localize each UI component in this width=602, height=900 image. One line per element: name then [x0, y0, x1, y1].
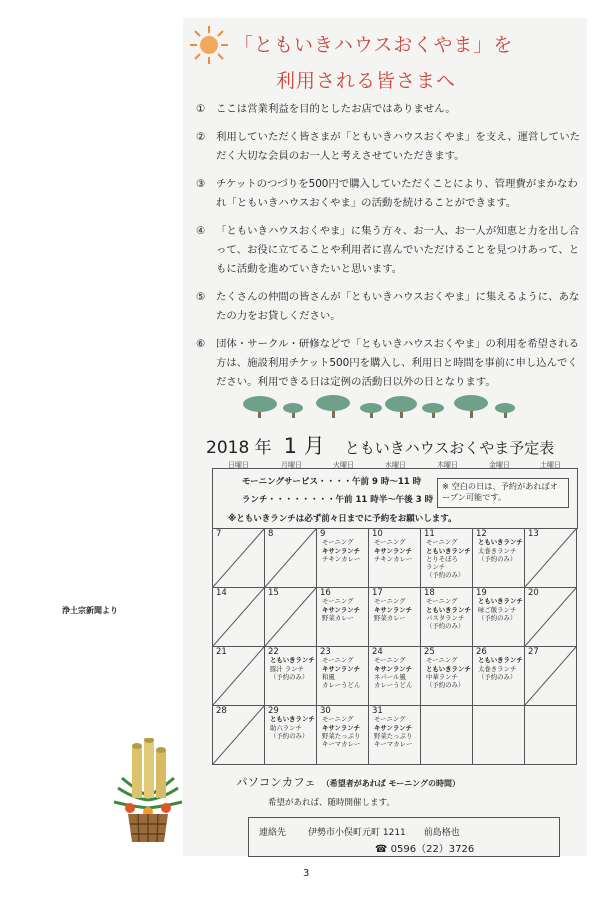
day-number: 23: [320, 647, 331, 657]
flyer-title-line1: 「ともいきハウスおくやま」を: [234, 34, 514, 56]
calendar-day-cell: [525, 706, 577, 765]
menu-line: モーニング: [322, 656, 354, 665]
weekday-label: 木曜日: [437, 461, 458, 469]
day-number: 28: [216, 706, 227, 716]
calendar-day-cell: [369, 529, 421, 588]
calendar-day-cell: [369, 647, 421, 706]
item-number: ③: [196, 178, 206, 190]
closed-day-slash: [213, 529, 264, 587]
closed-day-slash: [213, 647, 264, 705]
calendar-day-cell: [421, 706, 473, 765]
closed-day-slash: [265, 529, 316, 587]
item-text: たくさんの仲間の皆さんが「ともいきハウスおくやま」に集えるように、あなたの力をお貸しください。: [216, 291, 580, 322]
calendar-day-cell: [421, 647, 473, 706]
calendar-week-row: [213, 647, 577, 706]
day-number: 10: [372, 529, 383, 539]
pc-cafe-title: パソコンカフェ: [236, 775, 316, 789]
day-number: 9: [320, 529, 326, 539]
calendar-day-cell: [265, 588, 317, 647]
pc-cafe-heading: [236, 774, 460, 790]
calendar-day-cell: [213, 706, 265, 765]
calendar-day-cell: [421, 529, 473, 588]
contact-address: 伊勢市小俣町元町 1211: [308, 828, 406, 838]
day-number: 11: [424, 529, 435, 539]
menu-line: モーニング: [374, 597, 406, 606]
list-item: [196, 175, 582, 213]
calendar-day-cell: [369, 706, 421, 765]
day-number: 7: [216, 529, 222, 539]
day-number: 16: [320, 588, 331, 598]
menu-line: 豚汁 ランチ: [270, 664, 304, 673]
menu-line: 太巻きランチ: [478, 546, 517, 555]
menu-line: チキンカレー: [374, 554, 413, 563]
day-number: [421, 706, 472, 707]
day-number: 24: [372, 647, 383, 657]
calendar-week-row: [213, 529, 577, 588]
item-text: チケットのつづりを500円で購入していただくことにより、管理費がまかなわれ「ともいきハウスおくやま」の活動を続けることができます。: [216, 178, 578, 209]
menu-line: モーニング: [322, 597, 354, 606]
calendar-day-cell: [525, 647, 577, 706]
calendar-day-cell: [473, 529, 525, 588]
day-number: [473, 706, 524, 707]
calendar-day-cell: [265, 706, 317, 765]
list-item: [196, 335, 582, 392]
item-number: ④: [196, 225, 206, 237]
item-number: ⑥: [196, 338, 206, 350]
calendar-month: 1 月: [283, 434, 325, 458]
menu-line: ともいきランチ: [478, 656, 523, 665]
calendar-day-cell: [265, 529, 317, 588]
menu-line: キサンランチ: [374, 605, 413, 614]
day-number: 22: [268, 647, 279, 657]
day-number: 18: [424, 588, 435, 598]
lunch-hours: ランチ・・・・・・・・午前 11 時半～午後 3 時: [242, 495, 434, 505]
calendar-day-cell: [421, 588, 473, 647]
list-item: [196, 288, 582, 326]
item-number: ①: [196, 103, 206, 115]
item-number: ⑤: [196, 291, 206, 303]
menu-line: 野菜たっぷり: [374, 731, 413, 740]
contact-phone: ☎ 0596（22）3726: [375, 844, 475, 855]
calendar-day-cell: [265, 647, 317, 706]
menu-line: （予約のみ）: [270, 672, 309, 681]
day-number: [525, 706, 576, 707]
menu-line: ともいきランチ: [478, 538, 523, 547]
calendar-day-cell: [369, 588, 421, 647]
list-item: [196, 100, 582, 119]
menu-line: キサンランチ: [322, 605, 361, 614]
weekday-label: 水曜日: [385, 461, 406, 469]
menu-line: （予約のみ）: [426, 622, 465, 631]
pc-cafe-note: （希望者があれば モーニングの時間）: [321, 779, 461, 788]
item-number: ②: [196, 131, 206, 143]
calendar-day-cell: [317, 647, 369, 706]
calendar-grid: [212, 528, 577, 765]
calendar-week-row: [213, 706, 577, 765]
calendar-day-cell: [525, 529, 577, 588]
sun-icon: [188, 24, 230, 66]
calendar-week-row: [213, 588, 577, 647]
menu-line: キーマカレー: [374, 740, 413, 749]
menu-line: ネパール風: [374, 672, 406, 681]
calendar-day-cell: [213, 588, 265, 647]
kadomatsu-decoration: [108, 738, 188, 846]
calendar-subtitle: ともいきハウスおくやま予定表: [344, 439, 555, 457]
weekday-label: 日曜日: [228, 461, 249, 469]
weekday-label: 土曜日: [540, 461, 561, 469]
menu-line: 和風: [322, 672, 335, 681]
item-text: 利用していただく皆さまが「ともいきハウスおくやま」を支え、運営していただく大切な会員のお一人と考えさせていただきます。: [216, 131, 580, 162]
source-credit: 浄土宗新聞より: [62, 606, 118, 615]
menu-line: キサンランチ: [322, 664, 361, 673]
menu-line: キサンランチ: [374, 723, 413, 732]
closed-day-slash: [213, 706, 264, 764]
menu-line: ともいきランチ: [270, 715, 315, 724]
contact-box: [248, 817, 560, 857]
menu-line: （予約のみ）: [270, 731, 309, 740]
lunch-reservation-note: ※ともいきランチは必ず前々日までに予約をお願いします。: [228, 514, 457, 524]
calendar-day-cell: [473, 588, 525, 647]
page-number: 3: [303, 868, 310, 879]
day-number: 21: [216, 647, 227, 657]
calendar-day-cell: [473, 647, 525, 706]
menu-line: パスタランチ: [426, 613, 465, 622]
weekday-label: 金曜日: [489, 461, 510, 469]
tree-row-decoration: [240, 394, 520, 420]
menu-line: キサンランチ: [322, 546, 361, 555]
calendar-day-cell: [317, 706, 369, 765]
day-number: 31: [372, 706, 383, 716]
menu-line: キサンランチ: [322, 723, 361, 732]
open-notice: ※ 空白の日は、予約があればオープン可能です。: [437, 478, 569, 508]
calendar-title: [206, 430, 554, 460]
menu-line: キサンランチ: [374, 546, 413, 555]
menu-line: モーニング: [426, 597, 458, 606]
day-number: 14: [216, 588, 227, 598]
day-number: 30: [320, 706, 331, 716]
calendar-day-cell: [525, 588, 577, 647]
menu-line: （予約のみ）: [478, 672, 517, 681]
rules-list: [196, 100, 582, 401]
calendar-day-cell: [213, 529, 265, 588]
closed-day-slash: [213, 588, 264, 646]
menu-line: モーニング: [374, 715, 406, 724]
calendar-day-cell: [473, 706, 525, 765]
menu-line: （予約のみ）: [478, 554, 517, 563]
menu-line: 助六ランチ: [270, 723, 302, 732]
item-text: 「ともいきハウスおくやま」に集う方々、お一人、お一人が知恵と力を出し合って、お役に立てることや利用者に喜んでいただけることを見つけあって、ともに活動を進めていきたいと思います。: [216, 225, 580, 275]
day-number: 13: [528, 529, 539, 539]
menu-line: 野菜カレー: [322, 613, 354, 622]
menu-line: キーマカレー: [322, 740, 361, 749]
menu-line: モーニング: [426, 656, 458, 665]
day-number: 19: [476, 588, 487, 598]
menu-line: ともいきランチ: [270, 656, 315, 665]
day-number: 17: [372, 588, 383, 598]
calendar-day-cell: [213, 647, 265, 706]
weekday-label: 月曜日: [281, 461, 302, 469]
morning-hours: モーニングサービス・・・・午前 9 時～11 時: [242, 477, 422, 487]
menu-line: キサンランチ: [374, 664, 413, 673]
day-number: 29: [268, 706, 279, 716]
menu-line: ともいきランチ: [426, 664, 471, 673]
menu-line: ランチ: [426, 563, 446, 572]
closed-day-slash: [525, 529, 576, 587]
menu-line: （予約のみ）: [426, 681, 465, 690]
closed-day-slash: [525, 588, 576, 646]
item-text: ここは営業利益を目的としたお店ではありません。: [216, 103, 456, 115]
menu-line: モーニング: [426, 538, 458, 547]
menu-line: ともいきランチ: [478, 597, 523, 606]
menu-line: カレーうどん: [374, 681, 413, 690]
menu-line: モーニング: [322, 715, 354, 724]
menu-line: モーニング: [322, 538, 354, 547]
pc-cafe-desc: 希望があれば、随時開催します。: [268, 798, 395, 808]
menu-line: とりそぼろ: [426, 554, 458, 563]
day-number: 12: [476, 529, 487, 539]
list-item: [196, 128, 582, 166]
contact-label: 連絡先: [259, 828, 287, 838]
menu-line: 中華ランチ: [426, 672, 458, 681]
calendar-day-cell: [317, 529, 369, 588]
menu-line: （予約のみ）: [426, 571, 465, 580]
menu-line: 野菜カレー: [374, 613, 406, 622]
item-text: 団体・サークル・研修などで「ともいきハウスおくやま」の利用を希望される方は、施設利用チケット500円を購入し、利用日と時間を事前に申し込んでください。利用できる日は定例の活動日以外の日となります。: [216, 338, 580, 388]
menu-line: ともいきランチ: [426, 546, 471, 555]
menu-line: 味ご飯ランチ: [478, 605, 517, 614]
day-number: 8: [268, 529, 274, 539]
day-number: 15: [268, 588, 279, 598]
calendar-year: 2018 年: [206, 438, 272, 458]
flyer-title-line2: 利用される皆さまへ: [275, 70, 456, 92]
closed-day-slash: [525, 647, 576, 705]
day-number: 27: [528, 647, 539, 657]
closed-day-slash: [265, 588, 316, 646]
menu-line: 野菜たっぷり: [322, 731, 361, 740]
menu-line: （予約のみ）: [478, 613, 517, 622]
menu-line: 太巻きランチ: [478, 664, 517, 673]
list-item: [196, 222, 582, 279]
menu-line: モーニング: [374, 538, 406, 547]
day-number: 26: [476, 647, 487, 657]
menu-line: チキンカレー: [322, 554, 361, 563]
day-number: 25: [424, 647, 435, 657]
calendar-day-cell: [317, 588, 369, 647]
day-number: 20: [528, 588, 539, 598]
menu-line: ともいきランチ: [426, 605, 471, 614]
menu-line: カレーうどん: [322, 681, 361, 690]
contact-name: 前島格也: [423, 828, 460, 838]
menu-line: モーニング: [374, 656, 406, 665]
weekday-label: 火曜日: [333, 461, 354, 469]
